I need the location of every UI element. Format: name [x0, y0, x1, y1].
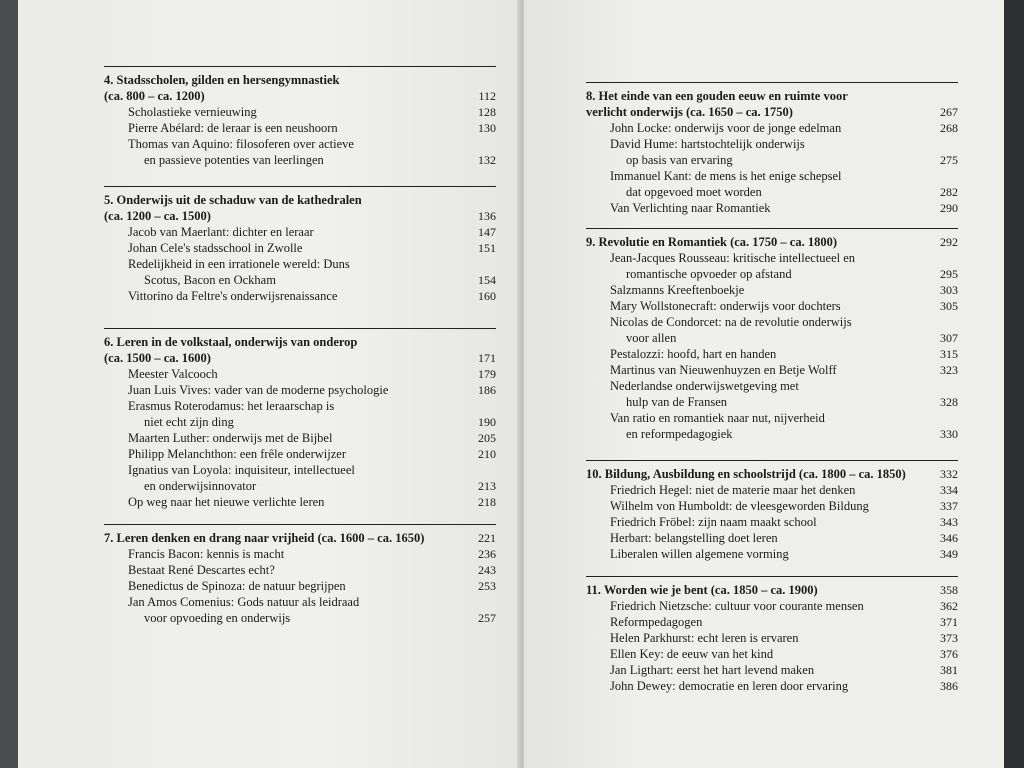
toc-entry: [104, 120, 496, 136]
toc-section: [586, 88, 958, 216]
entry-title-line: Immanuel Kant: de mens is het enige schepsel: [610, 169, 842, 183]
page-number: 349: [940, 547, 958, 561]
entry-title-line: Philipp Melanchthon: een frêle onderwijzer: [128, 447, 346, 461]
entry-title-line: Redelijkheid in een irrationele wereld: Duns: [128, 257, 350, 271]
toc-entry: [104, 562, 496, 578]
page-number: 267: [940, 105, 958, 119]
toc-entry: [104, 256, 496, 288]
page-number: 307: [940, 331, 958, 345]
toc-entry: [104, 430, 496, 446]
entry-title: [104, 366, 218, 382]
page-number: 221: [478, 531, 496, 545]
toc-entry: [104, 546, 496, 562]
section-rule: [104, 524, 496, 525]
entry-title: [586, 546, 789, 562]
section-rule: [104, 186, 496, 187]
section-rule: [586, 460, 958, 461]
entry-title-line: Jacob van Maerlant: dichter en leraar: [128, 225, 314, 239]
entry-title: [586, 314, 852, 346]
entry-title: [104, 382, 388, 398]
section-heading: [104, 208, 496, 224]
page-number: 136: [478, 209, 496, 223]
page-number: 243: [478, 563, 496, 577]
section-title: (ca. 1500 – ca. 1600): [104, 351, 211, 365]
entry-title: [104, 594, 359, 626]
section-rule: [586, 576, 958, 577]
page-number: 290: [940, 201, 958, 215]
entry-title: [586, 498, 869, 514]
entry-title-line: Nicolas de Condorcet: na de revolutie onderwijs: [610, 315, 852, 329]
entry-title-line: Mary Wollstonecraft: onderwijs voor dochters: [610, 299, 841, 313]
entry-title: [104, 430, 332, 446]
toc-entry: [104, 578, 496, 594]
page-number: 346: [940, 531, 958, 545]
toc-entry: [586, 630, 958, 646]
entry-title: [104, 462, 355, 494]
entry-title: [104, 256, 350, 288]
page-number: 218: [478, 495, 496, 509]
entry-title: [586, 614, 702, 630]
toc-section: [586, 234, 958, 442]
entry-title-line: voor allen: [626, 331, 677, 345]
entry-title-line: Jean-Jacques Rousseau: kritische intellectueel en: [610, 251, 856, 265]
section-rule: [586, 228, 958, 229]
toc-entry: [104, 382, 496, 398]
entry-title: [586, 482, 855, 498]
entry-title-line: Johan Cele's stadsschool in Zwolle: [128, 241, 303, 255]
entry-title: [586, 630, 798, 646]
page-number: 303: [940, 283, 958, 297]
page-number: 343: [940, 515, 958, 529]
section-rule: [104, 66, 496, 67]
section-title: 8. Het einde van een gouden eeuw en ruimte voor: [586, 89, 848, 103]
entry-title-line: Jan Ligthart: eerst het hart levend maken: [610, 663, 815, 677]
section-title: 6. Leren in de volkstaal, onderwijs van onderop: [104, 335, 358, 349]
entry-title-line: Thomas van Aquino: filosoferen over actieve: [128, 137, 354, 151]
entry-title-line: Pestalozzi: hoofd, hart en handen: [610, 347, 777, 361]
section-title: verlicht onderwijs (ca. 1650 – ca. 1750): [586, 105, 793, 119]
entry-title-line: Herbart: belangstelling doet leren: [610, 531, 778, 545]
page-number: 130: [478, 121, 496, 135]
entry-title: [104, 546, 284, 562]
entry-title: [104, 240, 302, 256]
entry-title-line: Friedrich Hegel: niet de materie maar het denken: [610, 483, 856, 497]
toc-entry: [586, 514, 958, 530]
section-heading: [104, 88, 496, 104]
page-number: 154: [478, 273, 496, 287]
entry-title-line: Salzmanns Kreeftenboekje: [610, 283, 745, 297]
section-rule: [104, 328, 496, 329]
section-heading: [586, 104, 958, 120]
entry-title: [586, 136, 805, 168]
section-title: 4. Stadsscholen, gilden en hersengymnastiek: [104, 73, 340, 87]
toc-entry: [586, 498, 958, 514]
page-number: 292: [940, 235, 958, 249]
entry-title: [104, 224, 314, 240]
toc-entry: [586, 282, 958, 298]
entry-title-line: en reformpedagogiek: [626, 427, 733, 441]
entry-title-line: David Hume: hartstochtelijk onderwijs: [610, 137, 805, 151]
toc-section: [586, 466, 958, 562]
toc-entry: [586, 298, 958, 314]
toc-entry: [104, 594, 496, 626]
entry-title-line: op basis van ervaring: [626, 153, 733, 167]
page-number: 381: [940, 663, 958, 677]
page-number: 186: [478, 383, 496, 397]
toc-entry: [104, 494, 496, 510]
toc-entry: [586, 614, 958, 630]
toc-entry: [586, 678, 958, 694]
entry-title-line: en passieve potenties van leerlingen: [144, 153, 324, 167]
toc-entry: [586, 362, 958, 378]
entry-title: [586, 200, 771, 216]
entry-title-line: Juan Luis Vives: vader van de moderne psychologie: [128, 383, 389, 397]
entry-title-line: Nederlandse onderwijswetgeving met: [610, 379, 799, 393]
entry-title: [104, 288, 337, 304]
toc-entry: [104, 446, 496, 462]
page-number: 371: [940, 615, 958, 629]
entry-title-line: hulp van de Fransen: [626, 395, 728, 409]
page-number: 179: [478, 367, 496, 381]
entry-title-line: dat opgevoed moet worden: [626, 185, 762, 199]
right-page: [524, 0, 1004, 768]
page-number: 332: [940, 467, 958, 481]
entry-title: [104, 136, 354, 168]
toc-section: [104, 192, 496, 304]
entry-title-line: Reformpedagogen: [610, 615, 703, 629]
toc-left: [18, 0, 521, 768]
page-number: 358: [940, 583, 958, 597]
toc-entry: [586, 662, 958, 678]
entry-title-line: John Locke: onderwijs voor de jonge edelman: [610, 121, 842, 135]
entry-title: [104, 494, 324, 510]
entry-title-line: voor opvoeding en onderwijs: [144, 611, 291, 625]
entry-title-line: Ellen Key: de eeuw van het kind: [610, 647, 774, 661]
page-number: 257: [478, 611, 496, 625]
entry-title: [104, 562, 275, 578]
page-number: 315: [940, 347, 958, 361]
page-number: 171: [478, 351, 496, 365]
page-number: 328: [940, 395, 958, 409]
entry-title: [586, 346, 776, 362]
entry-title: [586, 646, 773, 662]
toc-entry: [586, 482, 958, 498]
entry-title-line: Erasmus Roterodamus: het leraarschap is: [128, 399, 335, 413]
entry-title: [104, 446, 346, 462]
page-number: 275: [940, 153, 958, 167]
section-title: (ca. 1200 – ca. 1500): [104, 209, 211, 223]
entry-title: [586, 378, 799, 410]
entry-title-line: Martinus van Nieuwenhuyzen en Betje Wolff: [610, 363, 837, 377]
entry-title: [104, 398, 334, 430]
page-number: 305: [940, 299, 958, 313]
entry-title-line: Van Verlichting naar Romantiek: [610, 201, 771, 215]
toc-entry: [104, 366, 496, 382]
entry-title-line: Scotus, Bacon en Ockham: [144, 273, 276, 287]
toc-section: [586, 582, 958, 694]
page-number: 151: [478, 241, 496, 255]
section-heading: [104, 350, 496, 366]
entry-title: [586, 168, 842, 200]
toc-entry: [586, 136, 958, 168]
page-number: 213: [478, 479, 496, 493]
page-number: 205: [478, 431, 496, 445]
entry-title-line: Meester Valcooch: [128, 367, 218, 381]
entry-title: [586, 120, 841, 136]
toc-entry: [104, 398, 496, 430]
entry-title: [586, 282, 744, 298]
toc-entry: [586, 346, 958, 362]
page-number: 147: [478, 225, 496, 239]
entry-title: [586, 514, 817, 530]
entry-title-line: Helen Parkhurst: echt leren is ervaren: [610, 631, 799, 645]
entry-title: [586, 410, 825, 442]
entry-title-line: Liberalen willen algemene vorming: [610, 547, 789, 561]
page-number: 386: [940, 679, 958, 693]
page-number: 210: [478, 447, 496, 461]
toc-entry: [586, 598, 958, 614]
page-number: 295: [940, 267, 958, 281]
entry-title-line: Bestaat René Descartes echt?: [128, 563, 275, 577]
section-rule: [586, 82, 958, 83]
toc-entry: [586, 410, 958, 442]
entry-title-line: Vittorino da Feltre's onderwijsrenaissance: [128, 289, 338, 303]
toc-entry: [104, 224, 496, 240]
page-number: 128: [478, 105, 496, 119]
page-number: 268: [940, 121, 958, 135]
toc-entry: [586, 250, 958, 282]
entry-title-line: Scholastieke vernieuwing: [128, 105, 257, 119]
entry-title: [104, 104, 257, 120]
page-number: 337: [940, 499, 958, 513]
entry-title: [586, 362, 837, 378]
entry-title: [104, 120, 338, 136]
entry-title-line: Pierre Abélard: de leraar is een neushoorn: [128, 121, 338, 135]
section-heading: [586, 234, 958, 250]
toc-section: [104, 334, 496, 510]
toc-entry: [586, 378, 958, 410]
entry-title-line: Francis Bacon: kennis is macht: [128, 547, 285, 561]
table-edge: [1004, 0, 1024, 768]
entry-title-line: Op weg naar het nieuwe verlichte leren: [128, 495, 325, 509]
toc-section: [104, 530, 496, 626]
page-number: 253: [478, 579, 496, 593]
entry-title-line: John Dewey: democratie en leren door ervaring: [610, 679, 849, 693]
page-number: 334: [940, 483, 958, 497]
section-title: 5. Onderwijs uit de schaduw van de kathedralen: [104, 193, 362, 207]
entry-title: [104, 578, 346, 594]
entry-title-line: Jan Amos Comenius: Gods natuur als leidraad: [128, 595, 360, 609]
section-heading: [586, 582, 958, 598]
toc-entry: [586, 314, 958, 346]
toc-entry: [104, 462, 496, 494]
section-heading: [104, 530, 496, 546]
toc-entry: [586, 120, 958, 136]
toc-entry: [586, 646, 958, 662]
page-number: 376: [940, 647, 958, 661]
toc-entry: [104, 240, 496, 256]
page-number: 323: [940, 363, 958, 377]
section-title: 11. Worden wie je bent (ca. 1850 – ca. 1900): [586, 583, 818, 597]
page-number: 362: [940, 599, 958, 613]
entry-title-line: Ignatius van Loyola: inquisiteur, intellectueel: [128, 463, 355, 477]
toc-section: [104, 72, 496, 168]
toc-entry: [586, 546, 958, 562]
page-number: 330: [940, 427, 958, 441]
toc-entry: [586, 200, 958, 216]
section-title: 9. Revolutie en Romantiek (ca. 1750 – ca. 1800): [586, 235, 838, 249]
toc-entry: [104, 136, 496, 168]
entry-title-line: Van ratio en romantiek naar nut, nijverheid: [610, 411, 825, 425]
toc-entry: [586, 168, 958, 200]
section-title: 10. Bildung, Ausbildung en schoolstrijd (ca. 1800 – ca. 1850): [586, 467, 906, 481]
entry-title-line: Friedrich Fröbel: zijn naam maakt school: [610, 515, 817, 529]
toc-entry: [104, 104, 496, 120]
entry-title-line: Wilhelm von Humboldt: de vleesgeworden Bildung: [610, 499, 869, 513]
left-page: [18, 0, 521, 768]
page-number: 160: [478, 289, 496, 303]
entry-title: [586, 662, 814, 678]
entry-title-line: romantische opvoeder op afstand: [626, 267, 792, 281]
entry-title: [586, 598, 864, 614]
page-number: 190: [478, 415, 496, 429]
entry-title-line: niet echt zijn ding: [144, 415, 234, 429]
entry-title: [586, 678, 848, 694]
entry-title: [586, 530, 778, 546]
page-number: 112: [478, 89, 496, 103]
entry-title-line: Friedrich Nietzsche: cultuur voor courante mensen: [610, 599, 864, 613]
entry-title-line: en onderwijsinnovator: [144, 479, 257, 493]
entry-title: [586, 250, 855, 282]
entry-title-line: Maarten Luther: onderwijs met de Bijbel: [128, 431, 333, 445]
toc-entry: [586, 530, 958, 546]
toc-right: [524, 0, 1004, 768]
section-title: 7. Leren denken en drang naar vrijheid (ca. 1600 – ca. 1650): [104, 531, 425, 545]
entry-title-line: Benedictus de Spinoza: de natuur begrijpen: [128, 579, 346, 593]
toc-entry: [104, 288, 496, 304]
page-number: 236: [478, 547, 496, 561]
page-number: 132: [478, 153, 496, 167]
entry-title: [586, 298, 841, 314]
page-number: 282: [940, 185, 958, 199]
section-heading: [586, 466, 958, 482]
section-title: (ca. 800 – ca. 1200): [104, 89, 205, 103]
page-number: 373: [940, 631, 958, 645]
